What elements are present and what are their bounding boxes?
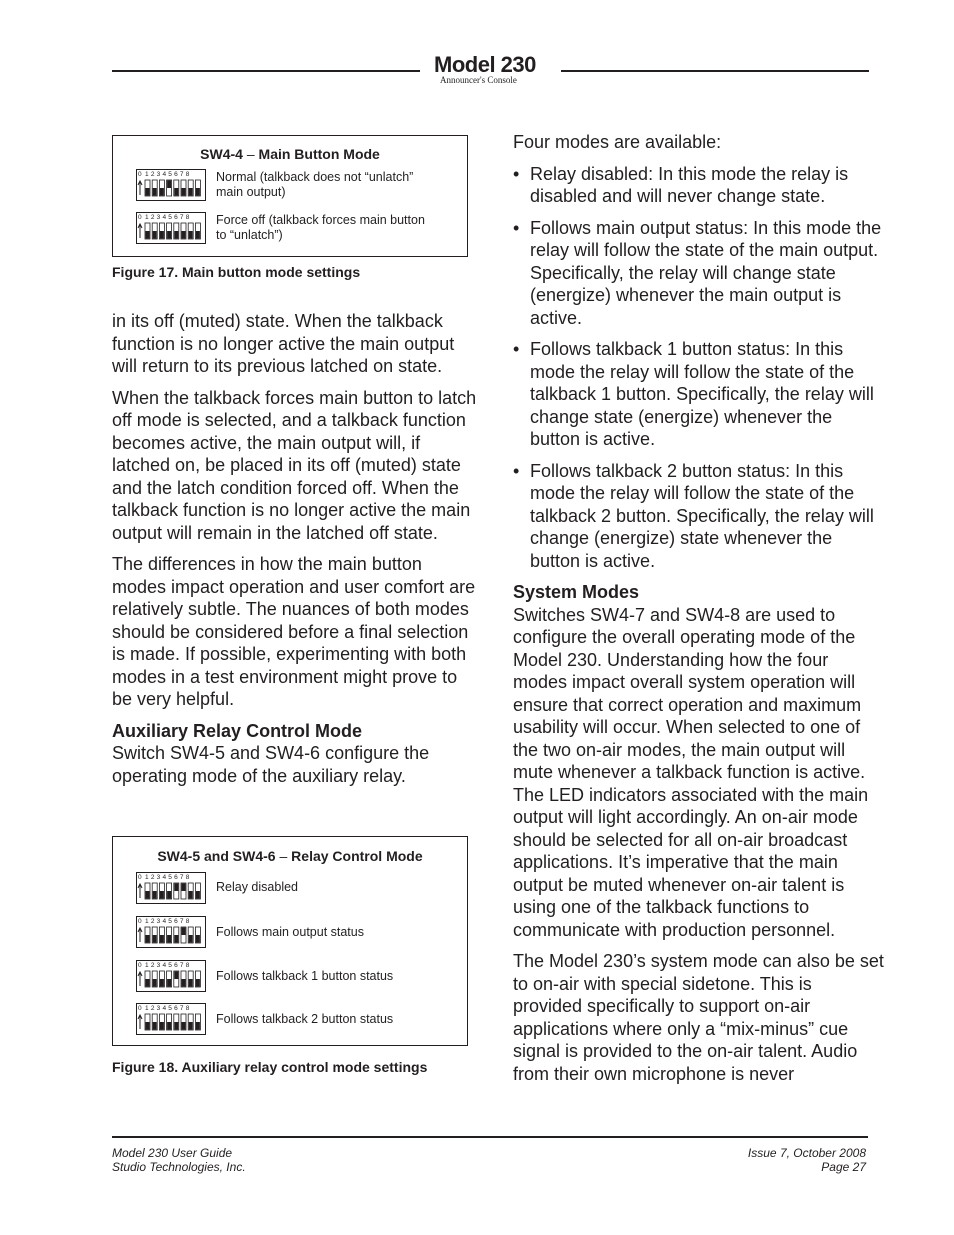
svg-text:1 2 3 4 5 6 7 8: 1 2 3 4 5 6 7 8 xyxy=(145,962,190,969)
heading-system-modes: System Modes xyxy=(513,582,640,602)
svg-text:0: 0 xyxy=(138,171,142,178)
right-intro: Four modes are available: xyxy=(513,132,722,152)
figure-18-row-label: Relay disabled xyxy=(216,880,298,894)
figure-17-title-dash: – xyxy=(242,146,259,162)
svg-text:0: 0 xyxy=(138,1005,142,1012)
list-item: • Follows talkback 2 button status: In this mode the relay will follow the state of the talkback 2 button. Specifically, the relay will change (energize) state whenever the button is active. xyxy=(513,460,885,573)
dip-switch-icon xyxy=(136,169,206,201)
svg-text:1 2 3 4 5 6 7 8: 1 2 3 4 5 6 7 8 xyxy=(145,214,190,221)
figure-17-caption: Figure 17. Main button mode settings xyxy=(112,264,361,280)
list-item: • Follows talkback 1 button status: In this mode the relay will follow the state of the talkback 1 button. Specifically, the relay will change state (energize) whenever the button is active. xyxy=(513,338,885,451)
footer-issue: Issue 7, October 2008 xyxy=(747,1146,866,1160)
dip-switch-icon xyxy=(136,960,206,992)
svg-text:1 2 3 4 5 6 7 8: 1 2 3 4 5 6 7 8 xyxy=(145,874,190,881)
header-rule-left xyxy=(112,70,420,72)
dip-switch-icon xyxy=(136,212,206,244)
figure-18-row-label: Follows talkback 1 button status xyxy=(216,969,394,983)
footer-page-number: Page 27 xyxy=(821,1160,866,1174)
figure-17-row-label-line1: Normal (talkback does not “unlatch” xyxy=(216,170,414,184)
figure-17-row-label-line2: to “unlatch”) xyxy=(216,228,283,242)
right-para-1: Switches SW4-7 and SW4-8 are used to configure the overall operating mode of the Model 230. Understanding how the four modes impact overall system operation will ensure that correct operation and maximum usability will occur. When selected to one of the two on-air modes, the main output will mute whenever a talkback function is active. The LED indicators associated with the main output will light accordingly. An on-air mode should be selected for all on-air broadcast applications. It’s imperative that the main output be muted whenever on-air talent is using one of the talkback functions to communicate with production personnel. xyxy=(513,604,869,940)
footer-company: Studio Technologies, Inc. xyxy=(112,1160,246,1174)
figure-18-row-label: Follows talkback 2 button status xyxy=(216,1012,394,1026)
figure-17-row-label-line1: Force off (talkback forces main button xyxy=(216,213,425,227)
footer-left xyxy=(112,1146,246,1174)
heading-auxiliary-relay: Auxiliary Relay Control Mode xyxy=(112,720,363,741)
figure-18-row-talkback-1 xyxy=(136,960,456,994)
dip-switch-icon xyxy=(136,916,206,948)
figure-17-row-label xyxy=(216,170,413,200)
figure-17-title-text: Main Button Mode xyxy=(258,146,380,162)
left-para-3: The differences in how the main button modes impact operation and user comfort are relatively subtle. The nuances of both modes should be considered before a final selection is made. If possible, experimenting with both modes in a test environment might prove to be very helpful. xyxy=(112,554,476,709)
svg-text:0: 0 xyxy=(138,214,142,221)
figure-17-row-force-off xyxy=(136,212,456,246)
svg-text:1 2 3 4 5 6 7 8: 1 2 3 4 5 6 7 8 xyxy=(145,918,190,925)
left-para-2: When the talkback forces main button to latch off mode is selected, and a talkback function becomes active, the main output will, if latched on, be placed in its off (muted) state and the latch condition forced off. When the talkback function is no longer active the main output will remain in the latched off state. xyxy=(112,387,477,543)
left-para-1: in its off (muted) state. When the talkback function is no longer active the main output will return to its previous latched on state. xyxy=(112,311,455,376)
header-subtitle: Announcer's Console xyxy=(440,75,517,85)
figure-18-row-talkback-2 xyxy=(136,1003,456,1037)
footer-doc-title: Model 230 User Guide xyxy=(112,1146,233,1160)
svg-text:0: 0 xyxy=(138,918,142,925)
figure-18-title xyxy=(113,848,467,864)
dip-switch-icon xyxy=(136,872,206,904)
figure-17-row-label-line2: main output) xyxy=(216,185,286,199)
figure-17-row-label xyxy=(216,213,425,243)
figure-18-caption: Figure 18. Auxiliary relay control mode settings xyxy=(112,1059,428,1075)
figure-18-title-text: Relay Control Mode xyxy=(291,848,423,864)
figure-18-row-label: Follows main output status xyxy=(216,925,364,939)
figure-18-box xyxy=(112,836,468,1046)
figure-17-row-normal xyxy=(136,169,456,203)
left-para-4: Switch SW4-5 and SW4-6 configure the operating mode of the auxiliary relay. xyxy=(112,743,430,786)
figure-17-box xyxy=(112,135,468,257)
figure-18-title-switch: SW4-5 and SW4-6 xyxy=(157,848,276,864)
figure-18-row-relay-disabled xyxy=(136,872,456,906)
figure-18-title-dash: – xyxy=(275,848,292,864)
right-para-2: The Model 230’s system mode can also be set to on-air with special sidetone. This is provided specifically to support on-air applications where only a “mix-minus” cue signal is provided to the on-air talent. Audio from their own microphone is never xyxy=(513,951,884,1084)
header-title: Model 230 xyxy=(434,52,536,77)
list-item: • Follows main output status: In this mode the relay will follow the state of the main output. Specifically, the relay will change state (energize) whenever the main output is active. xyxy=(513,217,885,330)
svg-text:1 2 3 4 5 6 7 8: 1 2 3 4 5 6 7 8 xyxy=(145,1005,190,1012)
footer-right xyxy=(748,1146,866,1174)
svg-text:0: 0 xyxy=(138,962,142,969)
modes-list xyxy=(513,163,885,573)
figure-18-row-main-output xyxy=(136,916,456,950)
dip-switch-icon xyxy=(136,1003,206,1035)
svg-text:0: 0 xyxy=(138,874,142,881)
svg-text:1 2 3 4 5 6 7 8: 1 2 3 4 5 6 7 8 xyxy=(145,171,190,178)
list-item: • Relay disabled: In this mode the relay is disabled and will never change state. xyxy=(513,163,885,208)
figure-17-title-switch: SW4-4 xyxy=(200,146,243,162)
figure-17-title xyxy=(113,146,467,162)
right-column xyxy=(513,131,885,1094)
footer-rule xyxy=(112,1136,868,1138)
left-column xyxy=(112,310,478,796)
header-rule-right xyxy=(561,70,869,72)
